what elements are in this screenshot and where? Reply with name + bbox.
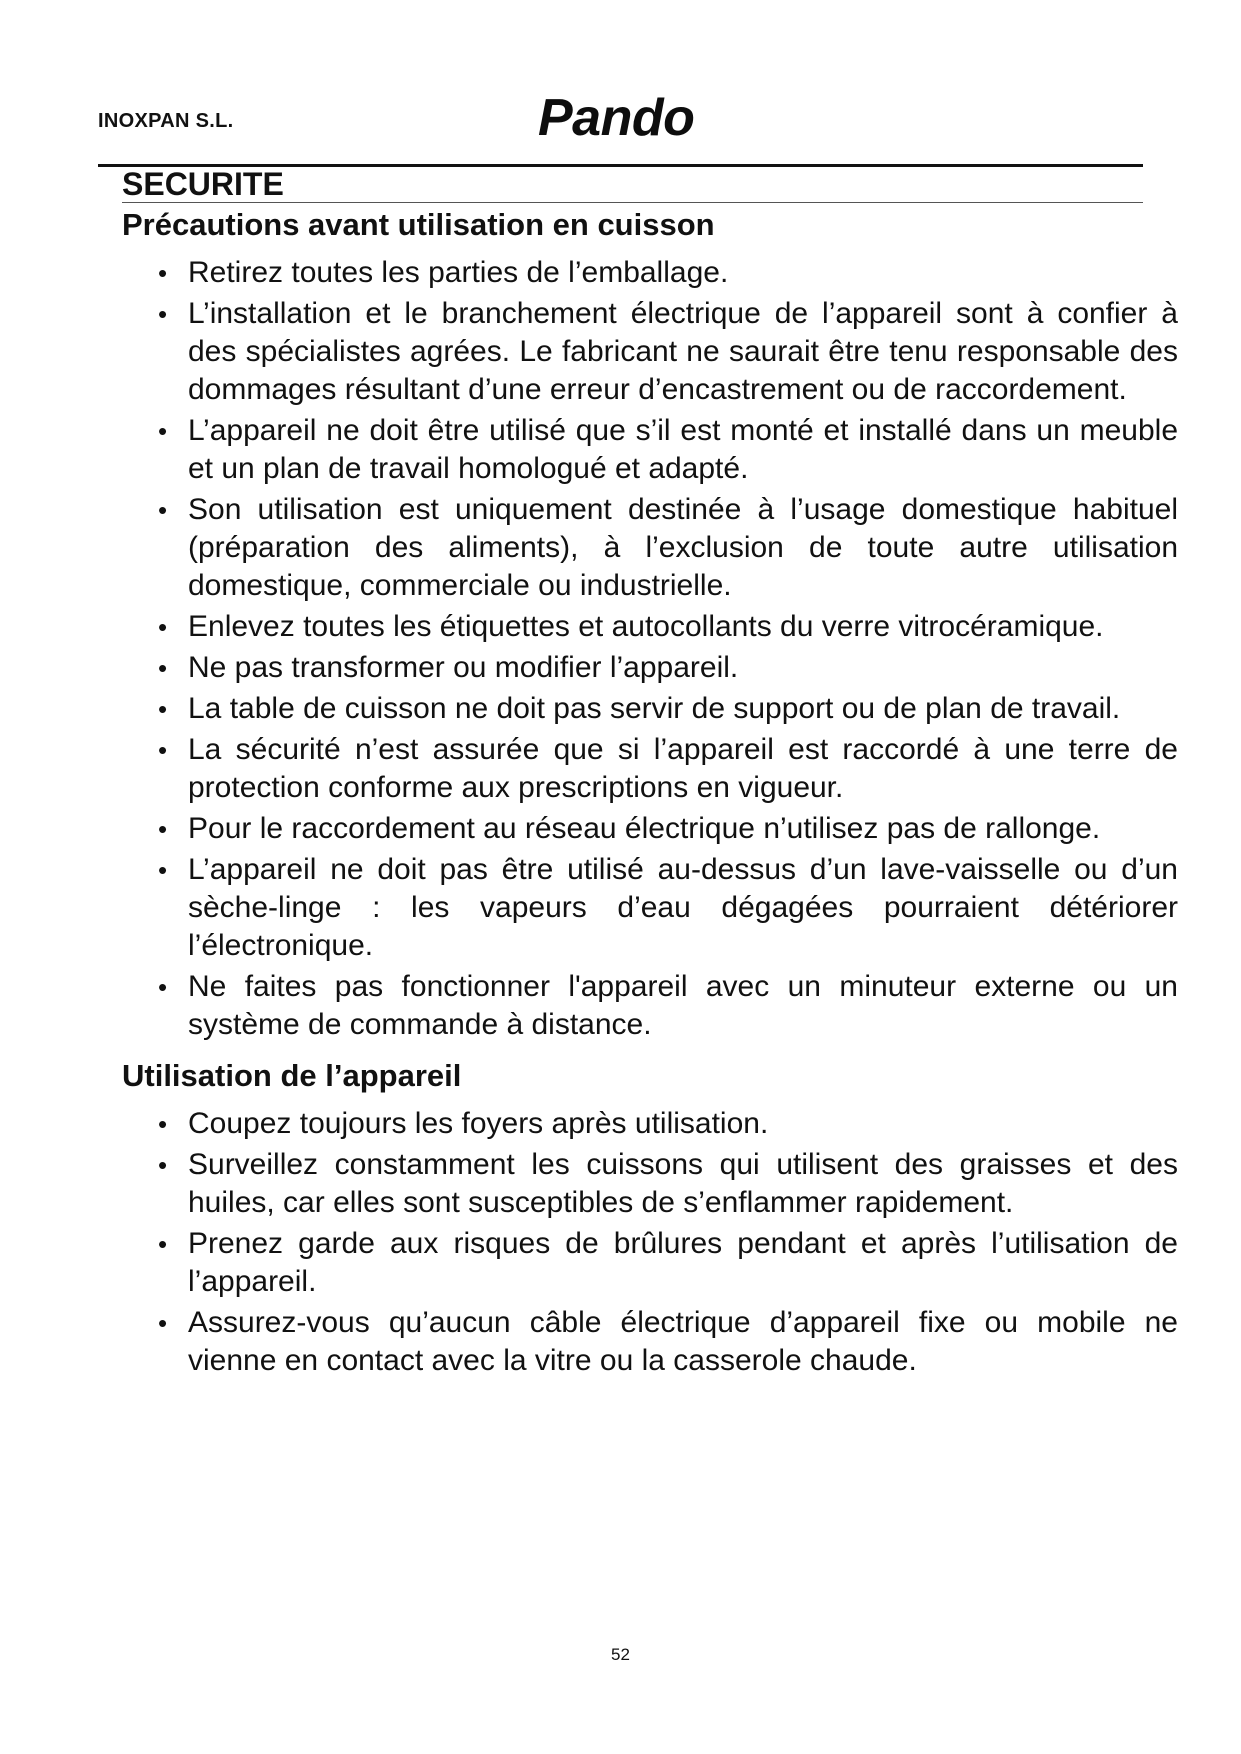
list-item-text: La sécurité n’est assurée que si l’appareil est raccordé à une terre de protection conforme aux prescriptions en vigueur.	[188, 733, 1178, 804]
list-item	[122, 608, 1178, 646]
main-content	[122, 206, 1178, 1383]
company-name: INOXPAN S.L.	[98, 110, 234, 132]
list-item-text: Enlevez toutes les étiquettes et autocollants du verre vitrocéramique.	[188, 610, 1104, 643]
bullet-icon: •	[158, 416, 168, 446]
list-item-text: L’installation et le branchement électrique de l’appareil sont à confier à des spécialistes agrées. Le fabricant ne saurait être tenu responsable des dommages résultant d’une erreur d’encastrement ou de raccordement.	[188, 297, 1178, 406]
usage-list	[122, 1105, 1178, 1380]
list-item	[122, 1146, 1178, 1222]
section-title: SECURITE	[122, 166, 284, 202]
list-item	[122, 412, 1178, 488]
bullet-icon: •	[158, 653, 168, 683]
list-item	[122, 1225, 1178, 1301]
list-item	[122, 295, 1178, 409]
bullet-icon: •	[158, 972, 168, 1002]
list-item	[122, 968, 1178, 1044]
list-item	[122, 491, 1178, 605]
list-item-text: Ne pas transformer ou modifier l’appareil.	[188, 651, 739, 684]
list-item-text: Surveillez constamment les cuissons qui utilisent des graisses et des huiles, car elles sont susceptibles de s’enflammer rapidement.	[188, 1148, 1178, 1219]
precautions-heading: Précautions avant utilisation en cuisson	[122, 207, 715, 242]
bullet-icon: •	[158, 1229, 168, 1259]
bullet-icon: •	[158, 855, 168, 885]
bullet-icon: •	[158, 814, 168, 844]
brand-logo: Pando	[538, 89, 695, 147]
list-item-text: Retirez toutes les parties de l’emballage.	[188, 256, 729, 289]
bullet-icon: •	[158, 1308, 168, 1338]
list-item-text: L’appareil ne doit être utilisé que s’il est monté et installé dans un meuble et un plan de travail homologué et adapté.	[188, 414, 1178, 485]
list-item-text: Son utilisation est uniquement destinée à l’usage domestique habituel (préparation des aliments), à l’exclusion de toute autre utilisation domestique, commerciale ou industrielle.	[188, 493, 1178, 602]
usage-heading: Utilisation de l’appareil	[122, 1058, 462, 1093]
bullet-icon: •	[158, 1109, 168, 1139]
bullet-icon: •	[158, 495, 168, 525]
bullet-icon: •	[158, 299, 168, 329]
section-rule	[122, 202, 1143, 203]
list-item	[122, 649, 1178, 687]
page-header	[98, 88, 1143, 168]
bullet-icon: •	[158, 694, 168, 724]
list-item-text: Assurez-vous qu’aucun câble électrique d’appareil fixe ou mobile ne vienne en contact avec la vitre ou la casserole chaude.	[188, 1306, 1178, 1377]
list-item-text: Coupez toujours les foyers après utilisation.	[188, 1107, 769, 1140]
bullet-icon: •	[158, 612, 168, 642]
precautions-list	[122, 254, 1178, 1044]
list-item	[122, 851, 1178, 965]
list-item	[122, 1105, 1178, 1143]
list-item	[122, 690, 1178, 728]
list-item-text: Ne faites pas fonctionner l'appareil avec un minuteur externe ou un système de commande à distance.	[188, 970, 1178, 1041]
bullet-icon: •	[158, 1150, 168, 1180]
list-item	[122, 731, 1178, 807]
bullet-icon: •	[158, 735, 168, 765]
list-item-text: Pour le raccordement au réseau électrique n’utilisez pas de rallonge.	[188, 812, 1101, 845]
list-item	[122, 810, 1178, 848]
bullet-icon: •	[158, 258, 168, 288]
list-item-text: L’appareil ne doit pas être utilisé au-dessus d’un lave-vaisselle ou d’un sèche-linge : les vapeurs d’eau dégagées pourraient détériorer l’électronique.	[188, 853, 1178, 962]
list-item-text: La table de cuisson ne doit pas servir de support ou de plan de travail.	[188, 692, 1121, 725]
list-item	[122, 254, 1178, 292]
list-item	[122, 1304, 1178, 1380]
page-number: 52	[611, 1645, 630, 1664]
list-item-text: Prenez garde aux risques de brûlures pendant et après l’utilisation de l’appareil.	[188, 1227, 1178, 1298]
